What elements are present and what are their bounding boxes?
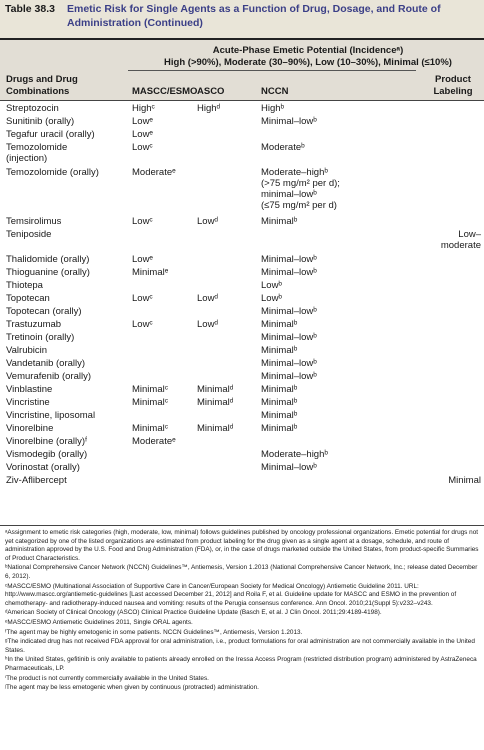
- table-row: [0, 371, 484, 384]
- nccn-cell: Minimalᵇ: [261, 397, 298, 408]
- nccn-cell: Lowᵇ: [261, 293, 283, 304]
- footnote: ᶠThe agent may be highly emetogenic in some patients. NCCN Guidelines™, Antiemesis, Version 1.2013.: [5, 628, 303, 636]
- drug-cell: Vemurafenib (orally): [6, 371, 92, 382]
- asco-cell: Minimalᵈ: [197, 384, 234, 395]
- nccn-cell: Highᵇ: [261, 103, 285, 114]
- nccn-cell: Moderate–highᵇ (>75 mg/m² per d); minimal–lowᵇ (≤75 mg/m² per d): [261, 167, 340, 211]
- table-row: [0, 319, 484, 332]
- table-row: [0, 229, 484, 254]
- drug-cell: Thioguanine (orally): [6, 267, 90, 278]
- table-row: [0, 423, 484, 436]
- table-row: [0, 449, 484, 462]
- table-row: [0, 358, 484, 371]
- drug-cell: Vinorelbine (orally)ᶠ: [6, 436, 88, 447]
- table-row: [0, 216, 484, 229]
- mascc-cell: Minimalᶜ: [132, 397, 169, 408]
- mascc-cell: Lowᶜ: [132, 142, 153, 153]
- drug-cell: Streptozocin: [6, 103, 59, 114]
- mascc-cell: Lowᶜ: [132, 293, 153, 304]
- drug-cell: Vincristine, liposomal: [6, 410, 96, 421]
- mascc-cell: Lowᵉ: [132, 116, 153, 127]
- table-row: [0, 345, 484, 358]
- mascc-cell: Minimalᶜ: [132, 384, 169, 395]
- labeling-cell: Minimal: [448, 475, 481, 486]
- nccn-cell: Moderateᵇ: [261, 142, 305, 153]
- table-row: [0, 384, 484, 397]
- table-row: [0, 436, 484, 449]
- footnote: ᵉMASCC/ESMO Antiemetic Guidelines 2011, Single ORAL agents.: [5, 618, 193, 626]
- drug-cell: Thiotepa: [6, 280, 43, 291]
- nccn-cell: Minimalᵇ: [261, 410, 298, 421]
- drug-cell: Ziv-Aflibercept: [6, 475, 67, 486]
- asco-cell: Minimalᵈ: [197, 423, 234, 434]
- mascc-cell: Minimalᶜ: [132, 423, 169, 434]
- footnote: ᶜMASCC/ESMO (Multinational Association of Supportive Care in Cancer/European Society for Medical Oncology) Antiemetic Guideline 2011. URL: http://www.mascc.org/antiemetic-guidelines [Last accessed December 21, 2012] and Roila F, et al. Guideline update for MASCC and ESMO in the prevention of chemotherapy- and radiotherapy-induced nausea and vomiting: results of the Perugia consensus conference. Ann Oncol. 2010;21(Suppl 5):v232–v243.: [5, 582, 457, 607]
- table-row: [0, 306, 484, 319]
- table-row: [0, 397, 484, 410]
- table-row: [0, 116, 484, 129]
- column-header-drugs: Drugs and Drug Combinations: [6, 74, 78, 97]
- drug-cell: Topotecan (orally): [6, 306, 82, 317]
- labeling-cell: Low– moderate: [440, 229, 481, 251]
- drug-cell: Topotecan: [6, 293, 50, 304]
- drug-cell: Vinblastine: [6, 384, 53, 395]
- drug-cell: Trastuzumab: [6, 319, 62, 330]
- drug-cell: Temsirolimus: [6, 216, 62, 227]
- footnote: ᵍThe indicated drug has not received FDA approval for oral administration, i.e., product formulations for oral administration are not commercially available in the United States.: [5, 638, 475, 654]
- mascc-cell: Minimalᵉ: [132, 267, 169, 278]
- nccn-cell: Minimal–lowᵇ: [261, 254, 317, 265]
- table-number: Table 38.3: [5, 3, 55, 15]
- footnote: ᵇNational Comprehensive Cancer Network (NCCN) Guidelines™, Antiemesis, Version 1.2013 (National Comprehensive Cancer Network, Inc.; release dated December 6, 2012).: [5, 564, 478, 580]
- mascc-cell: Moderateᵉ: [132, 167, 176, 178]
- nccn-cell: Minimalᵇ: [261, 216, 298, 227]
- column-header-mascc: MASCC/ESMO: [132, 86, 198, 97]
- footnote: ʲThe agent may be less emetogenic when given by continuous (protracted) administration.: [5, 684, 259, 692]
- nccn-cell: Minimalᵇ: [261, 384, 298, 395]
- nccn-cell: Moderate–highᵇ: [261, 449, 328, 460]
- table-title-bar: [0, 0, 484, 38]
- asco-cell: Highᵈ: [197, 103, 221, 114]
- table-row: [0, 267, 484, 280]
- drug-cell: Sunitinib (orally): [6, 116, 75, 127]
- column-header-asco: ASCO: [197, 86, 225, 97]
- column-group-header: [132, 45, 484, 69]
- group-title: Acute-Phase Emetic Potential (Incidenceᵃ): [212, 45, 404, 56]
- nccn-cell: Minimal–lowᵇ: [261, 267, 317, 278]
- table-row: [0, 254, 484, 267]
- nccn-cell: Minimalᵇ: [261, 423, 298, 434]
- group-span-rule: [128, 70, 416, 71]
- mascc-cell: Highᶜ: [132, 103, 155, 114]
- drug-cell: Tretinoin (orally): [6, 332, 75, 343]
- group-subtitle: High (>90%), Moderate (30–90%), Low (10–30%), Minimal (≤10%): [164, 57, 452, 68]
- table-row: [0, 167, 484, 216]
- table-row: [0, 475, 484, 488]
- mascc-cell: Lowᶜ: [132, 319, 153, 330]
- drug-cell: Vismodegib (orally): [6, 449, 88, 460]
- table-row: [0, 142, 484, 167]
- mascc-cell: Lowᵉ: [132, 129, 153, 140]
- nccn-cell: Minimal–lowᵇ: [261, 306, 317, 317]
- nccn-cell: Minimal–lowᵇ: [261, 116, 317, 127]
- asco-cell: Minimalᵈ: [197, 397, 234, 408]
- bottom-rule: [0, 525, 484, 526]
- table-row: [0, 103, 484, 116]
- table-row: [0, 280, 484, 293]
- header-rule: [0, 100, 484, 101]
- asco-cell: Lowᵈ: [197, 319, 219, 330]
- drug-cell: Teniposide: [6, 229, 52, 240]
- drug-cell: Thalidomide (orally): [6, 254, 90, 265]
- table-row: [0, 129, 484, 142]
- mascc-cell: Lowᶜ: [132, 216, 153, 227]
- nccn-cell: Minimal–lowᵇ: [261, 332, 317, 343]
- column-header-labeling: Product Labeling: [433, 74, 473, 97]
- footnote: ᵃAssignment to emetic risk categories (high, moderate, low, minimal) follows guidelines published by oncology professional organizations. Emetic potential for drugs not yet categorized by one of the listed organizations are estimated from product labeling for the drug given as a single agent at a dosage, schedule, and route of administration approved by the U.S. Food and Drug Administration (FDA), or, in the case of drugs marketed outside the United States, from product-specific Summaries of Product Characteristics.: [5, 529, 479, 562]
- footnote: ʰIn the United States, gefitinib is only available to patients already enrolled on the Iressa Access Program (restricted distribution program) administered by AstraZeneca Pharmaceuticals, LP.: [5, 656, 477, 672]
- drug-cell: Vincristine: [6, 397, 50, 408]
- table-title: Emetic Risk for Single Agents as a Function of Drug, Dosage, and Route of Administration (Continued): [67, 3, 441, 29]
- column-header-nccn: NCCN: [261, 86, 289, 97]
- table-body: [0, 103, 484, 488]
- nccn-cell: Minimal–lowᵇ: [261, 358, 317, 369]
- nccn-cell: Minimal–lowᵇ: [261, 371, 317, 382]
- drug-cell: Temozolomide (injection): [6, 142, 68, 164]
- nccn-cell: Minimalᵇ: [261, 319, 298, 330]
- nccn-cell: Minimalᵇ: [261, 345, 298, 356]
- table-row: [0, 293, 484, 306]
- nccn-cell: Lowᵇ: [261, 280, 283, 291]
- drug-cell: Valrubicin: [6, 345, 48, 356]
- mascc-cell: Lowᵉ: [132, 254, 153, 265]
- drug-cell: Temozolomide (orally): [6, 167, 99, 178]
- table-row: [0, 462, 484, 475]
- footnote: ᵈAmerican Society of Clinical Oncology (ASCO) Clinical Practice Guideline Update (Basch E, et al. J Clin Oncol. 2011;29:4189-4198).: [5, 609, 382, 617]
- drug-cell: Tegafur uracil (orally): [6, 129, 95, 140]
- asco-cell: Lowᵈ: [197, 293, 219, 304]
- footnotes: [5, 529, 479, 694]
- table-row: [0, 410, 484, 423]
- drug-cell: Vandetanib (orally): [6, 358, 86, 369]
- footnote: ⁱThe product is not currently commercially available in the United States.: [5, 674, 209, 682]
- table-row: [0, 332, 484, 345]
- asco-cell: Lowᵈ: [197, 216, 219, 227]
- mascc-cell: Moderateᵉ: [132, 436, 176, 447]
- nccn-cell: Minimal–lowᵇ: [261, 462, 317, 473]
- drug-cell: Vorinostat (orally): [6, 462, 80, 473]
- drug-cell: Vinorelbine: [6, 423, 54, 434]
